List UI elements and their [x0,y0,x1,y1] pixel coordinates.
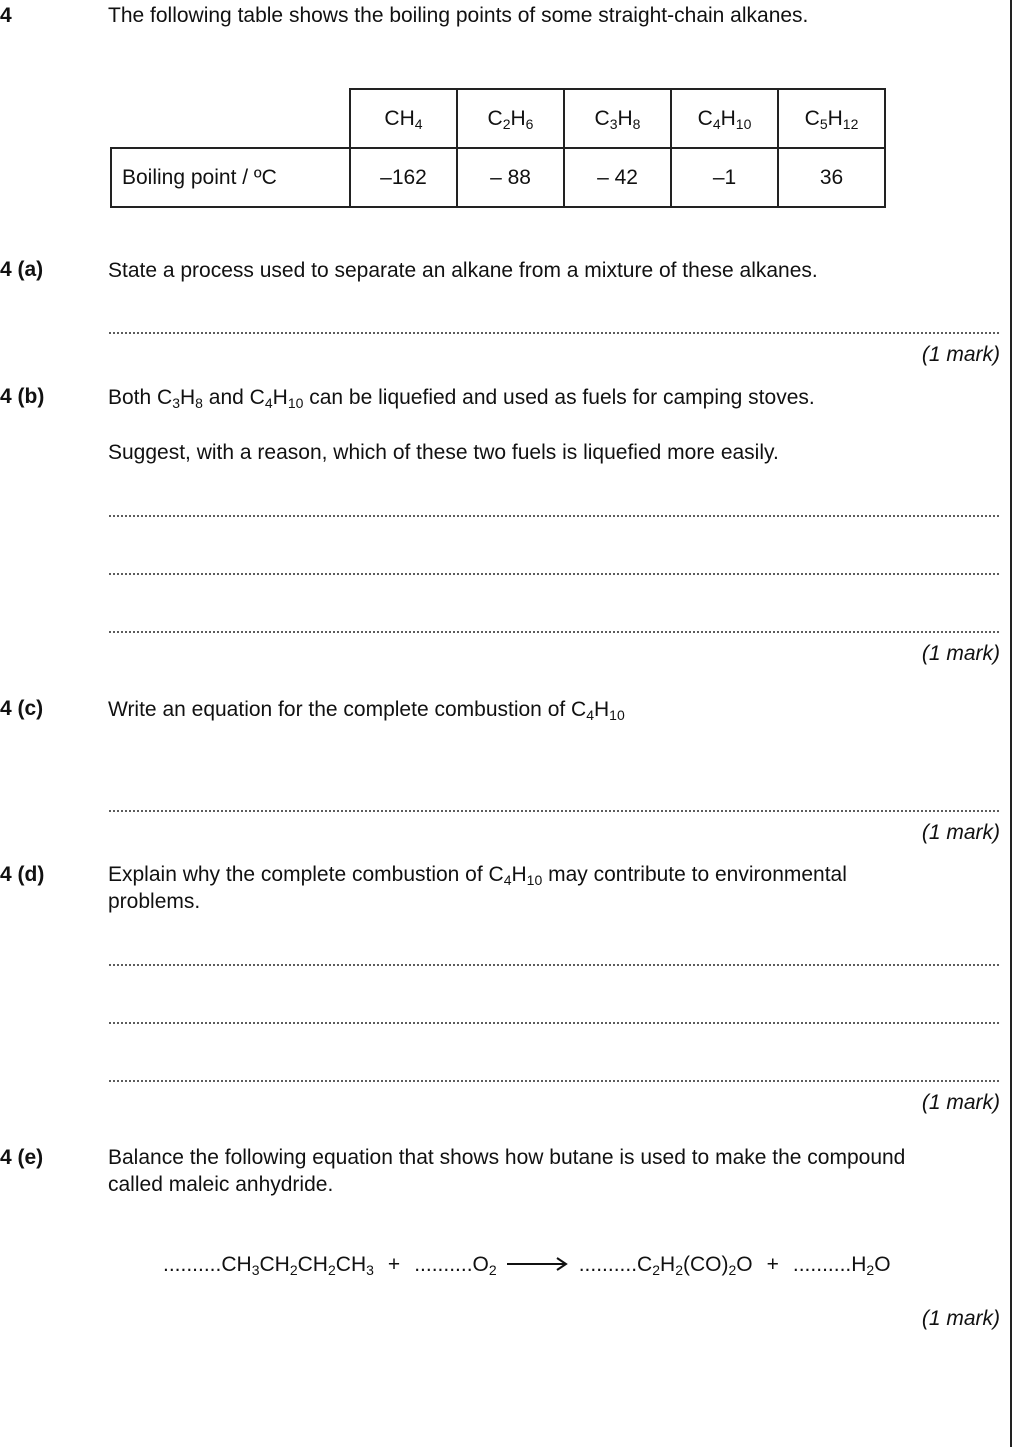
part-e-label: 4 (e) [0,1146,44,1169]
part-a-label: 4 (a) [0,258,44,281]
answer-line[interactable] [108,1079,1000,1083]
part-d-label: 4 (d) [0,863,45,886]
table-header-cell: $C_3H_8$ [564,89,671,148]
answer-line[interactable] [108,1021,1000,1025]
table-header-row [111,89,885,148]
mark-allocation: (1 mark) [921,1091,1000,1114]
equation-to-balance [163,1253,891,1277]
answer-line[interactable] [108,331,1000,335]
oxygen-formula: $O_2$ [472,1253,497,1278]
boiling-point-table [110,88,886,208]
part-d-text: Explain why the complete combustion of $C_4H_{10}$ may contribute to environmental problems. [108,863,847,913]
answer-line[interactable] [108,963,1000,967]
table-row [111,148,885,207]
answer-line[interactable] [108,514,1000,518]
answer-line[interactable] [108,630,1000,634]
plus-sign: + [766,1253,779,1276]
part-b-text: Both $C_3H_8$ and $C_4H_{10}$ can be liquefied and used as fuels for camping stoves. [108,386,815,411]
coefficient-blank[interactable]: .......... [792,1253,852,1276]
butane-formula: $CH_3CH_2CH_2CH_3$ [221,1253,374,1278]
table-header-cell: $C_2H_6$ [457,89,564,148]
answer-line[interactable] [108,572,1000,576]
table-cell: – 88 [457,148,564,207]
part-b-label: 4 (b) [0,385,45,408]
reaction-arrow-icon [507,1253,569,1277]
table-header-cell: $C_5H_{12}$ [778,89,885,148]
maleic-anhydride-formula: $C_2H_2(CO)_2O$ [637,1253,753,1278]
table-header-cell: $CH_4$ [350,89,457,148]
part-c-text: Write an equation for the complete combustion of $C_4H_{10}$ [108,698,625,723]
table-corner [111,89,350,148]
table-row-label: Boiling point / ºC [111,148,350,207]
part-b-prompt: Suggest, with a reason, which of these two fuels is liquefied more easily. [108,441,779,464]
table-cell: 36 [778,148,885,207]
table-header-cell: $C_4H_{10}$ [671,89,778,148]
part-e-text: Balance the following equation that shows how butane is used to make the compound called maleic anhydride. [108,1146,906,1196]
page-border [1010,0,1012,1447]
coefficient-blank[interactable]: .......... [578,1253,638,1276]
mark-allocation: (1 mark) [921,343,1000,366]
table-cell: –162 [350,148,457,207]
mark-allocation: (1 mark) [921,821,1000,844]
part-a-text: State a process used to separate an alkane from a mixture of these alkanes. [108,259,818,282]
mark-allocation: (1 mark) [921,1307,1000,1330]
question-intro: The following table shows the boiling points of some straight-chain alkanes. [108,4,809,27]
coefficient-blank[interactable]: .......... [414,1253,473,1276]
mark-allocation: (1 mark) [921,642,1000,665]
coefficient-blank[interactable]: .......... [163,1253,222,1276]
water-formula: $H_2O$ [851,1253,891,1278]
part-c-label: 4 (c) [0,697,44,720]
question-number: 4 [0,4,12,27]
table-cell: – 42 [564,148,671,207]
table-cell: –1 [671,148,778,207]
plus-sign: + [387,1253,401,1276]
answer-line[interactable] [108,809,1000,813]
